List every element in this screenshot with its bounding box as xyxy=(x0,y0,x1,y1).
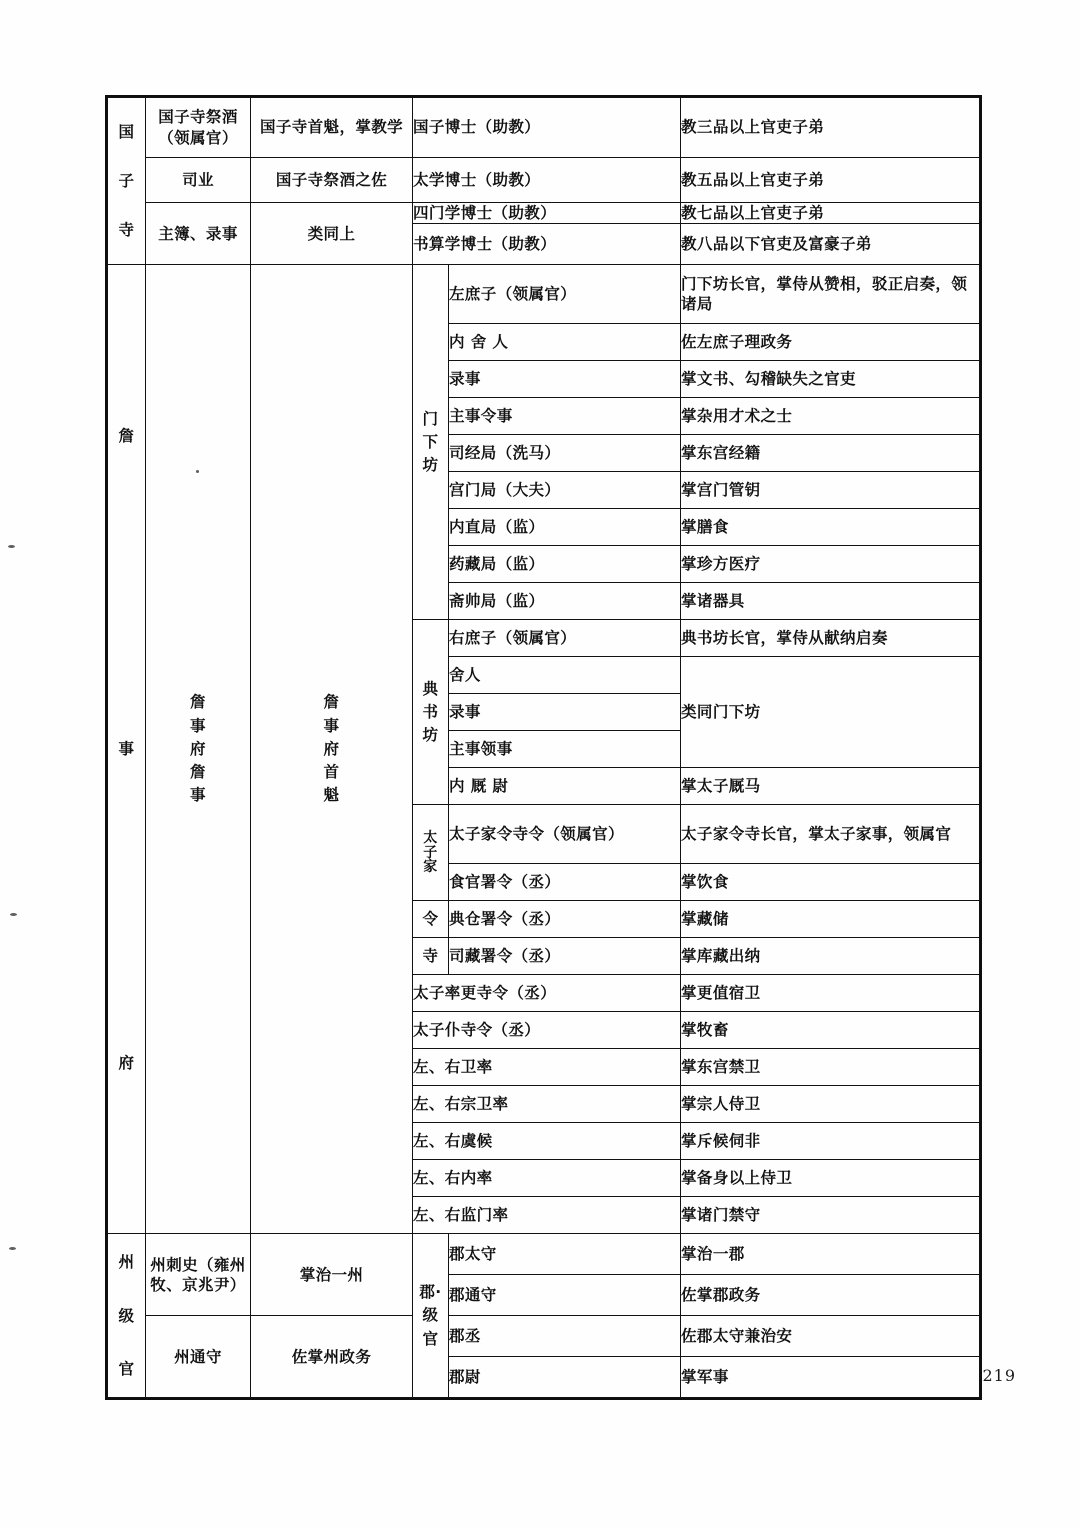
subgroup-char: 官 xyxy=(422,1329,439,1348)
group-label-zhanshifu xyxy=(108,265,146,1234)
post-duty-cell: 掌太子厩马 xyxy=(681,768,980,805)
post-name-cell: 左、右内率 xyxy=(413,1160,681,1197)
page-number: 219 xyxy=(982,1366,1016,1385)
post-duty-cell: 佐郡太守兼治安 xyxy=(681,1316,980,1357)
duty-cell-zhanshifu xyxy=(251,265,413,1234)
group-label-guozisi xyxy=(108,98,146,265)
office-char: 詹 xyxy=(190,763,206,782)
duty-cell: 掌治一州 xyxy=(251,1234,413,1316)
post-name-cell: 左、右宗卫率 xyxy=(413,1086,681,1123)
post-duty-cell: 佐掌郡政务 xyxy=(681,1275,980,1316)
sub-office-cell: 四门学博士（助教） xyxy=(413,203,681,224)
post-duty-cell: 掌东宫禁卫 xyxy=(681,1049,980,1086)
post-duty-cell: 掌宗人侍卫 xyxy=(681,1086,980,1123)
duty-char: 魁 xyxy=(323,786,340,805)
sub-office-cell: 书算学博士（助教） xyxy=(413,224,681,265)
sub-duty-cell: 教八品以下官吏及富豪子弟 xyxy=(681,224,980,265)
post-duty-cell: 掌饮食 xyxy=(681,864,980,901)
subgroup-char: 下 xyxy=(422,432,439,451)
group-char: 子 xyxy=(118,171,135,190)
subgroup-label-taizijialingsi-b: 令 xyxy=(413,901,449,938)
office-char: 府 xyxy=(190,739,206,758)
subgroup-char: 书 xyxy=(422,702,439,721)
post-duty-cell: 佐左庶子理政务 xyxy=(681,324,980,361)
sub-duty-cell: 教五品以上官吏子弟 xyxy=(681,158,980,203)
office-char: 事 xyxy=(190,716,206,735)
duty-cell: 国子寺祭酒之佐 xyxy=(251,158,413,203)
post-duty-cell: 典书坊长官，掌侍从献纳启奏 xyxy=(681,620,980,657)
post-name-cell: 左庶子（领属官） xyxy=(449,265,681,324)
duty-char: 首 xyxy=(323,763,340,782)
duty-cell: 国子寺首魁，掌教学 xyxy=(251,98,413,158)
duty-char: 事 xyxy=(323,716,340,735)
post-name-cell: 左、右监门率 xyxy=(413,1197,681,1234)
subgroup-char: 典 xyxy=(422,679,439,698)
post-name-cell: 主事令事 xyxy=(449,398,681,435)
group-char: 州 xyxy=(118,1253,135,1272)
post-name-cell: 郡太守 xyxy=(449,1234,681,1275)
duty-char: 詹 xyxy=(323,693,340,712)
duty-cell: 佐掌州政务 xyxy=(251,1316,413,1398)
post-name-cell: 药藏局（监） xyxy=(449,546,681,583)
sub-office-cell: 国子博士（助教） xyxy=(413,98,681,158)
office-cell xyxy=(146,98,251,158)
post-duty-cell: 类同门下坊 xyxy=(681,657,980,768)
table-row xyxy=(108,98,980,158)
scan-speckle xyxy=(9,1247,16,1250)
subgroup-label-junjiguan xyxy=(413,1234,449,1398)
subgroup-char: 门 xyxy=(422,409,439,428)
post-name-cell: 太子仆寺令（丞） xyxy=(413,1012,681,1049)
table-row xyxy=(108,1234,980,1275)
table-row xyxy=(108,203,980,224)
subgroup-char: 太 xyxy=(423,829,438,846)
office-line-1: 国子寺祭酒 xyxy=(158,108,238,127)
group-char: 詹 xyxy=(118,426,135,445)
office-cell: 司业 xyxy=(146,158,251,203)
post-name-cell: 太子率更寺令（丞） xyxy=(413,975,681,1012)
post-name-cell: 右庶子（领属官） xyxy=(449,620,681,657)
sub-office-cell: 太学博士（助教） xyxy=(413,158,681,203)
post-name-cell: 左、右卫率 xyxy=(413,1049,681,1086)
office-line-1: 州刺史（雍州 xyxy=(150,1255,246,1274)
group-char: 国 xyxy=(118,122,135,141)
office-line-2: （领属官） xyxy=(158,128,238,147)
post-name-cell: 内 舍 人 xyxy=(449,324,681,361)
subgroup-char: 郡· xyxy=(419,1283,442,1302)
post-duty-cell: 掌藏储 xyxy=(681,901,980,938)
post-name-cell: 斋帅局（监） xyxy=(449,583,681,620)
table-row xyxy=(108,265,980,324)
subgroup-label-taizijialingsi-c: 寺 xyxy=(413,938,449,975)
office-cell: 州通守 xyxy=(146,1316,251,1398)
group-char: 事 xyxy=(118,740,135,759)
subgroup-char: 子 xyxy=(423,844,438,861)
post-duty-cell: 掌珍方医疗 xyxy=(681,546,980,583)
post-name-cell: 左、右虞候 xyxy=(413,1123,681,1160)
post-duty-cell: 掌宫门管钥 xyxy=(681,472,980,509)
post-name-cell: 司经局（洗马） xyxy=(449,435,681,472)
post-duty-cell: 掌东宫经籍 xyxy=(681,435,980,472)
subgroup-label-menxiafang xyxy=(413,265,449,620)
subgroup-char: 坊 xyxy=(422,456,439,475)
post-name-cell: 典仓署令（丞） xyxy=(449,901,681,938)
post-name-cell: 录事 xyxy=(449,694,681,731)
post-duty-cell: 门下坊长官，掌侍从赞相，驳正启奏，领诸局 xyxy=(681,265,980,324)
office-char: 詹 xyxy=(190,693,206,712)
post-duty-cell: 掌诸门禁守 xyxy=(681,1197,980,1234)
post-name-cell: 主事领事 xyxy=(449,731,681,768)
scan-speckle xyxy=(8,545,15,548)
office-line-2: 牧、京兆尹） xyxy=(150,1275,246,1294)
subgroup-label-dianshufang xyxy=(413,620,449,805)
post-duty-cell: 掌更值宿卫 xyxy=(681,975,980,1012)
post-duty-cell: 掌杂用才术之士 xyxy=(681,398,980,435)
post-name-cell: 舍人 xyxy=(449,657,681,694)
post-name-cell: 太子家令寺令（领属官） xyxy=(449,805,681,864)
sub-duty-cell: 教三品以上官吏子弟 xyxy=(681,98,980,158)
post-name-cell: 郡丞 xyxy=(449,1316,681,1357)
post-duty-cell: 掌治一郡 xyxy=(681,1234,980,1275)
group-label-zhoujiguan xyxy=(108,1234,146,1398)
duty-cell: 类同上 xyxy=(251,203,413,265)
post-duty-cell: 掌斥候伺非 xyxy=(681,1123,980,1160)
post-duty-cell: 太子家令寺长官，掌太子家事，领属官 xyxy=(681,805,980,864)
subgroup-label-taizijialingsi-a xyxy=(413,805,449,901)
group-char: 府 xyxy=(118,1053,135,1072)
post-duty-cell: 掌诸器具 xyxy=(681,583,980,620)
office-cell xyxy=(146,1234,251,1316)
post-name-cell: 宫门局（大夫） xyxy=(449,472,681,509)
post-name-cell: 司藏署令（丞） xyxy=(449,938,681,975)
scan-speckle xyxy=(10,913,17,916)
office-cell-zhanshifu xyxy=(146,265,251,1234)
post-duty-cell: 掌库藏出纳 xyxy=(681,938,980,975)
table-row xyxy=(108,158,980,203)
group-char: 级 xyxy=(118,1306,135,1325)
subgroup-char: 家 xyxy=(423,859,438,876)
post-name-cell: 内直局（监） xyxy=(449,509,681,546)
post-duty-cell: 掌牧畜 xyxy=(681,1012,980,1049)
post-name-cell: 郡通守 xyxy=(449,1275,681,1316)
group-char: 官 xyxy=(118,1360,135,1379)
group-char: 寺 xyxy=(118,221,135,240)
subgroup-char: 级 xyxy=(422,1306,439,1325)
post-name-cell: 录事 xyxy=(449,361,681,398)
office-cell: 主簿、录事 xyxy=(146,203,251,265)
post-duty-cell: 掌军事 xyxy=(681,1357,980,1398)
sub-duty-cell: 教七品以上官吏子弟 xyxy=(681,203,980,224)
post-name-cell: 内 厩 尉 xyxy=(449,768,681,805)
duty-char: 府 xyxy=(323,739,340,758)
official-posts-table xyxy=(107,97,980,1398)
office-char: 事 xyxy=(190,786,206,805)
post-duty-cell: 掌文书、勾稽缺失之官吏 xyxy=(681,361,980,398)
subgroup-char: 坊 xyxy=(422,726,439,745)
post-duty-cell: 掌备身以上侍卫 xyxy=(681,1160,980,1197)
table-row xyxy=(108,1316,980,1357)
post-duty-cell: 掌膳食 xyxy=(681,509,980,546)
post-name-cell: 郡尉 xyxy=(449,1357,681,1398)
post-name-cell: 食官署令（丞） xyxy=(449,864,681,901)
